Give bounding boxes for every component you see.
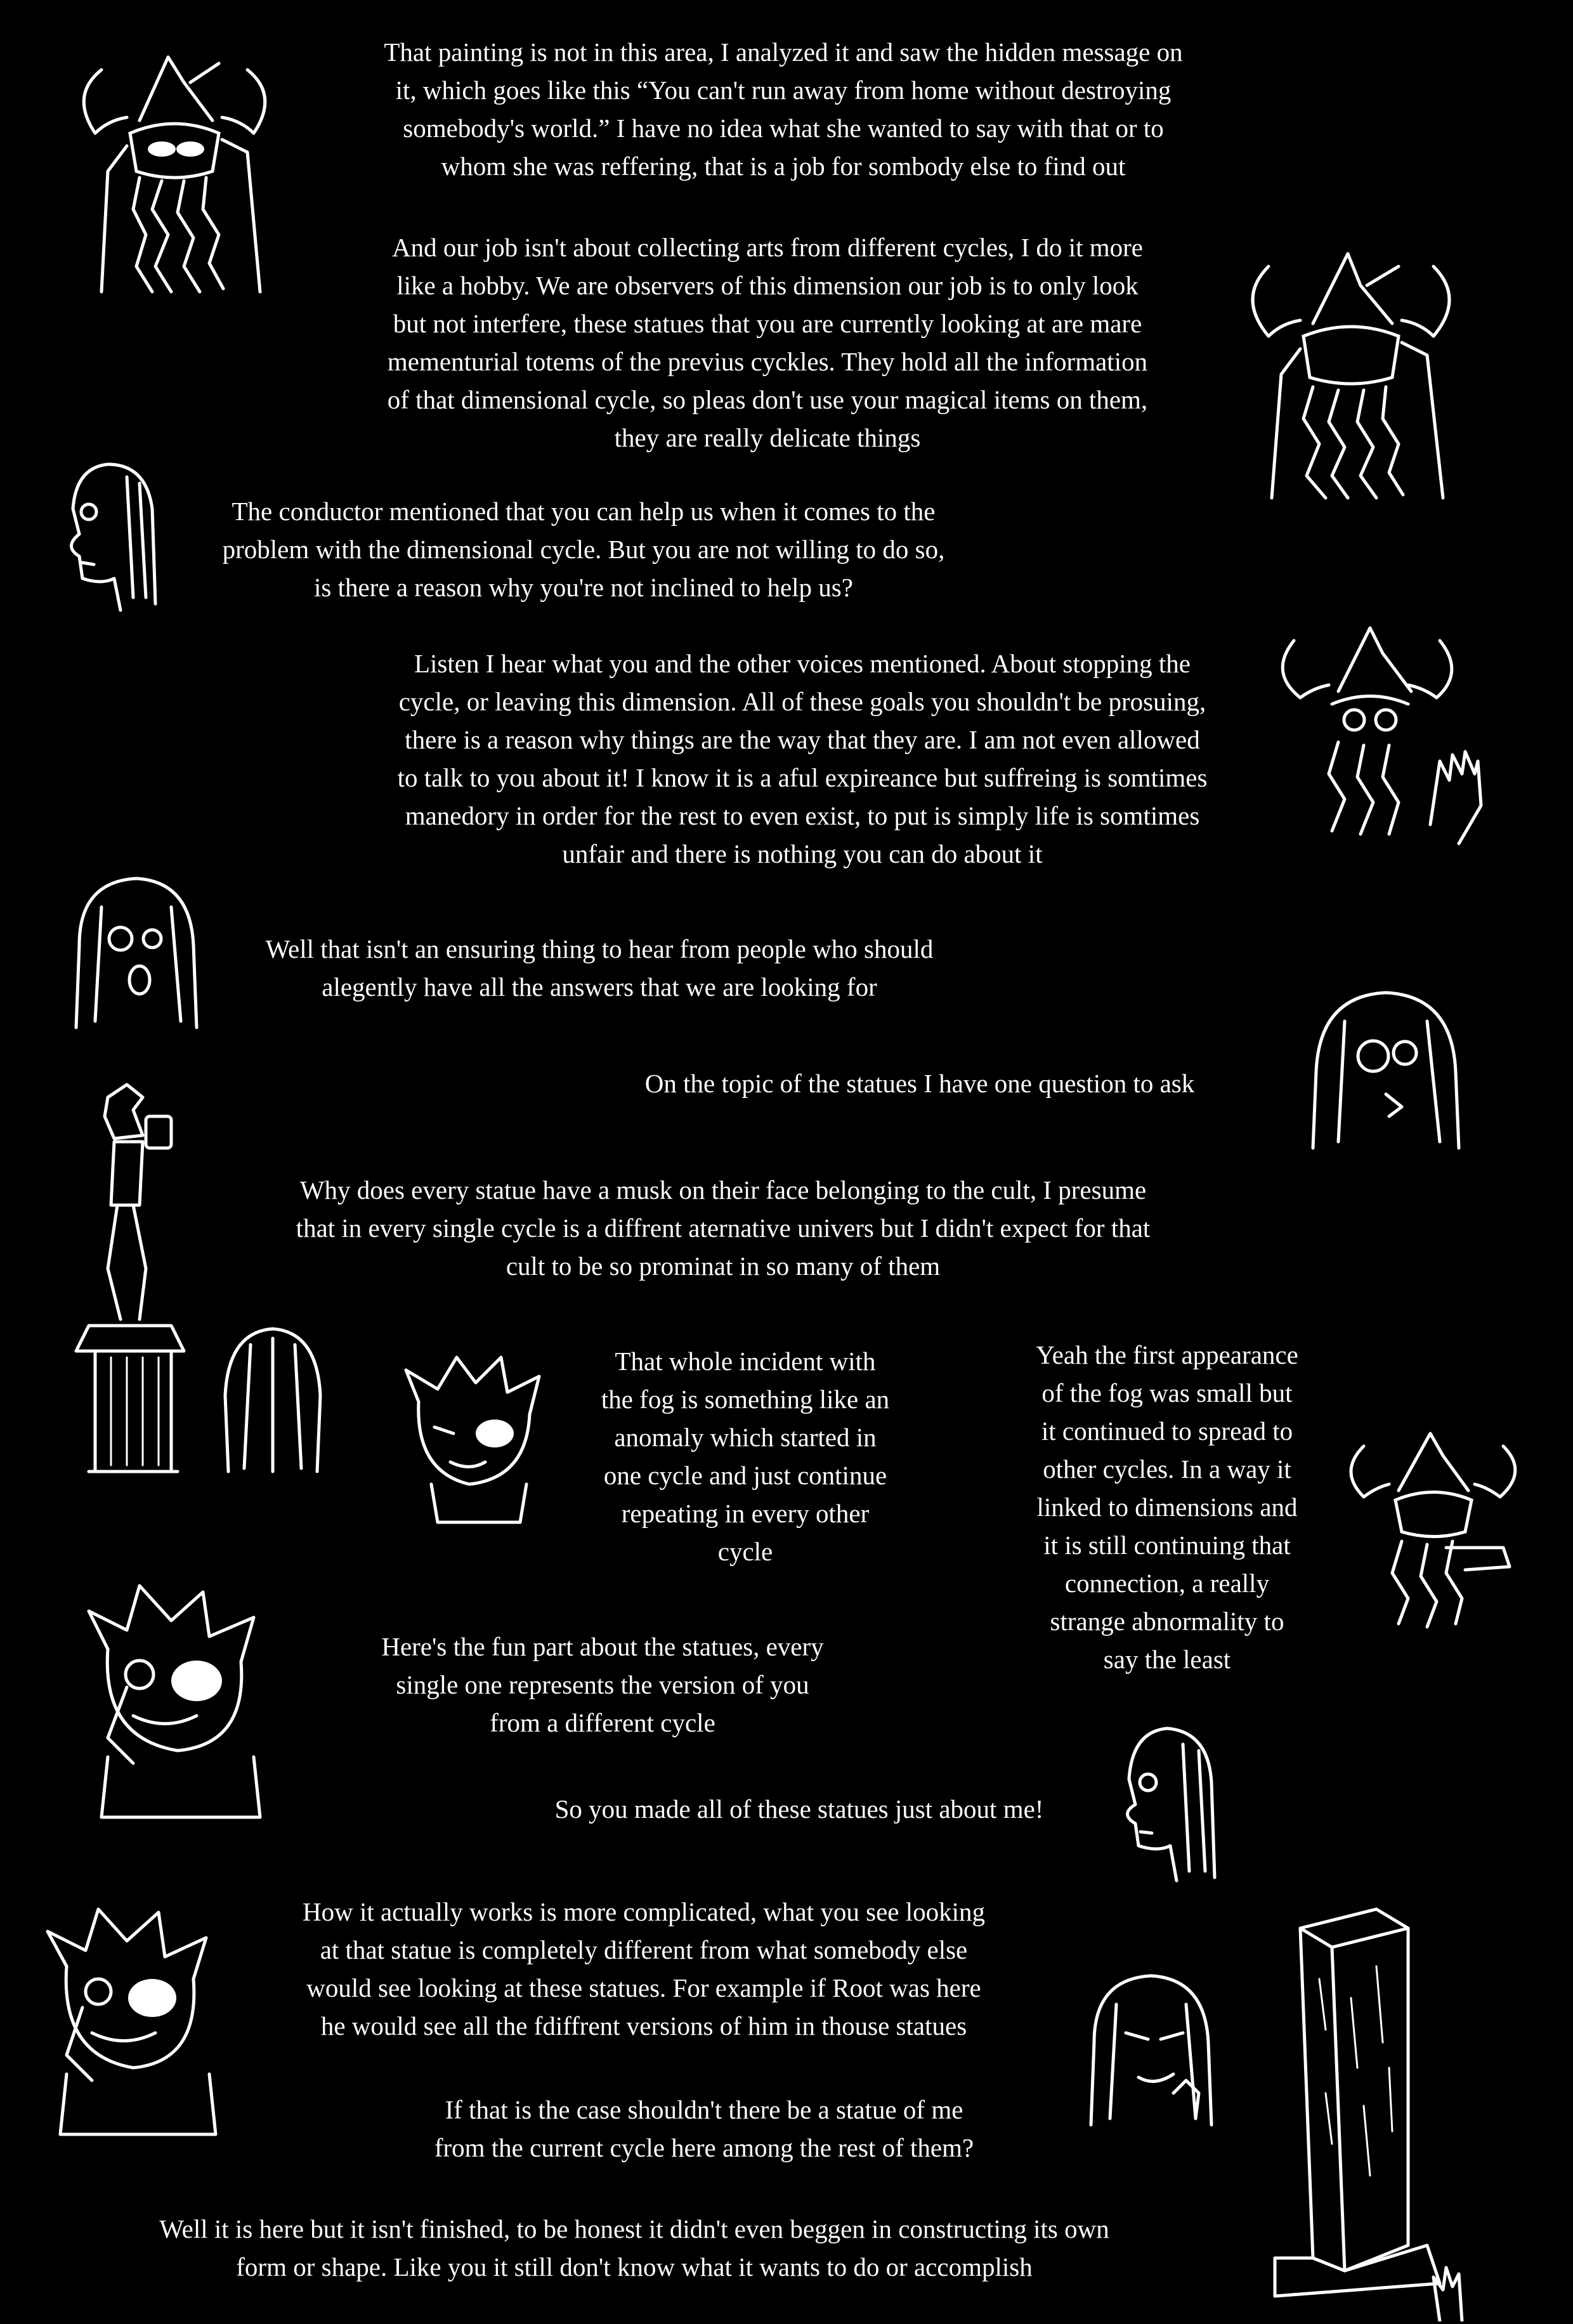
masked-statue-on-pillar [38, 1078, 228, 1484]
dialogue-11: So you made all of these statues just about me! [554, 1794, 1044, 1824]
dialogue-5: Well that isn't an ensuring thing to hear from people who should alegently have all the answers that we are looking for [265, 934, 934, 1002]
long-haired-kid-back-view [216, 1319, 330, 1478]
long-haired-kid-portrait-5 [1078, 1966, 1224, 2131]
dialogue-6: On the topic of the statues I have one question to ask [644, 1069, 1195, 1098]
eyepatch-character-portrait-3 [32, 1896, 247, 2138]
horned-observer-pondering-portrait [1338, 1421, 1529, 1630]
long-haired-kid-portrait-4 [1104, 1719, 1230, 1884]
horned-observer-portrait-2 [1224, 241, 1478, 501]
eyepatch-character-portrait-2 [70, 1573, 298, 1820]
horned-observer-waving-portrait [1269, 615, 1497, 850]
dialogue-14: Well it is here but it isn't finished, to be honest it didn't even beggen in constructing its own form or shape. Like you it still don't know what it wants to do or accomplish [159, 2214, 1109, 2282]
dialogue-12: How it actually works is more complicated, what you see looking at that statue is completely different from what somebody else would see looking at these statues. For example if Root was here he would see all the fdiffrent versions of him in thouse statues [302, 1897, 985, 2040]
dialogue-2: And our job isn't about collecting arts from different cycles, I do it more like a hobby. We are observers of this dimension our job is to only look but not interfere, these statues that you are currently looking at are mare mementurial totems of the previus cyckles. They hold all the information of that dimensional cycle, so pleas don't use your magical items on them, they are really delicate things [387, 233, 1148, 452]
long-haired-kid-portrait-3 [1300, 983, 1472, 1154]
dialogue-9: Yeah the first appearance of the fog was small but it continued to spread to other cycles. In a way it linked to dimensions and it is still continuing that connection, a really strange abnormality to say the least [1036, 1340, 1298, 1674]
unfinished-statue-monolith [1250, 1903, 1465, 2321]
long-haired-kid-portrait-1 [44, 452, 171, 617]
long-haired-kid-portrait-2 [63, 869, 209, 1034]
dialogue-8: That whole incident with the fog is something like an anomaly which started in one cycle and just continue repeating in every other cycle [601, 1347, 890, 1566]
eyepatch-character-portrait-1 [381, 1345, 565, 1529]
dialogue-13: If that is the case shouldn't there be a statue of me from the current cycle here among the rest of them? [434, 2095, 974, 2162]
dialogue-3: The conductor mentioned that you can help us when it comes to the problem with the dimensional cycle. But you are not willing to do so, is there a reason why you're not inclined to help us? [222, 497, 945, 602]
horned-observer-portrait-1 [57, 44, 292, 298]
dialogue-1: That painting is not in this area, I analyzed it and saw the hidden message on it, which goes like this “You can't run away from home without destroying somebody's world.” I have no idea what she wanted to say with that or to whom she was reffering, that is a job for sombody else to find out [384, 37, 1183, 181]
dialogue-4: Listen I hear what you and the other voices mentioned. About stopping the cycle, or leaving this dimension. All of these goals you shouldn't be prosuing, there is a reason why things are the way that they are. I am not even allowed to talk to you about it! I know it is a aful expireance but suffreing is somtimes manedory in order for the rest to even exist, to put is simply life is somtimes unfair and there is nothing you can do about it [397, 649, 1208, 868]
dialogue-10: Here's the fun part about the statues, every single one represents the version of you from a different cycle [381, 1632, 824, 1737]
dialogue-7: Why does every statue have a musk on their face belonging to the cult, I presume that in every single cycle is a diffrent aternative univers but I didn't expect for that cult to be so prominat in so many of them [296, 1175, 1151, 1281]
